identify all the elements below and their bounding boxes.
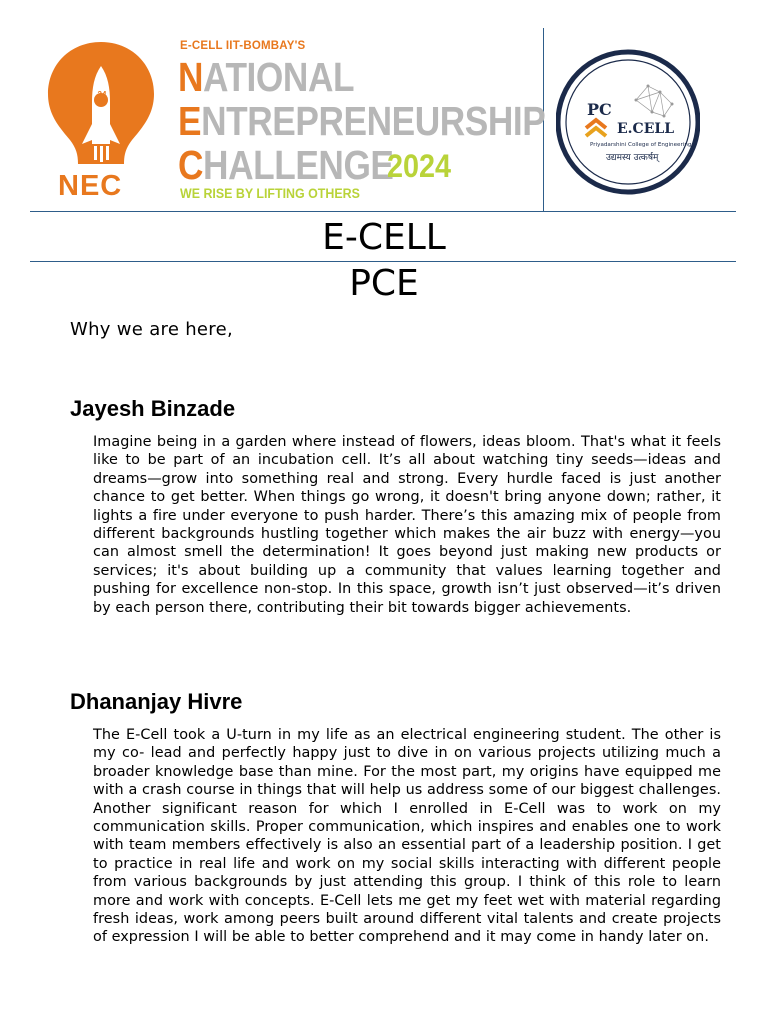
section-name-dhananjay: Dhananjay Hivre [70, 689, 243, 714]
page-title-ecell: E-CELL [322, 217, 446, 258]
pce-logo-motto: उद्यमस्य उत्कर्षम् [606, 153, 659, 163]
header-bottom-rule [30, 211, 736, 212]
nec-subtitle: E-CELL IIT-BOMBAY'S [180, 40, 306, 52]
section-paragraph-jayesh: Imagine being in a garden where instead of flowers, ideas bloom. That's what it feels like to be part of an incubation cell. It’s all about watching tiny seeds—ideas and dreams—grow into something real and strong. Every hurdle faced is just another chance to get better. When things go wrong, it doesn't bring anyone down; rather, it lights a fire under everyone to push harder. There’s this amazing mix of people from different backgrounds hustling together which makes the air buzz with energy—you can almost smell the determination! It goes beyond just making new products or services; it's about building up a community that values learning together and pushing for excellence non-stop. In this space, growth isn’t just observed—it’s driven by each person there, contributing their bit towards bigger achievements. [93, 434, 721, 616]
pce-logo-college: Priyadarshini College of Engineering [590, 142, 692, 148]
pce-logo-pc: PC [587, 100, 612, 119]
pce-logo-ecell: E.CELL [617, 121, 675, 137]
title-divider-rule [30, 261, 736, 262]
nec-logo-badge: 24 [97, 90, 107, 99]
page-title-pce: PCE [349, 263, 419, 304]
nec-title-line-entrepreneurship: ENTREPRENEURSHIP [178, 98, 546, 144]
nec-title-line-challenge: CHALLENGE [178, 142, 394, 188]
nec-year: 2024 [387, 148, 452, 184]
intro-text: Why we are here, [70, 319, 234, 340]
nec-tagline: WE RISE BY LIFTING OTHERS [180, 186, 360, 201]
nec-title-block [178, 40, 546, 205]
section-name-jayesh: Jayesh Binzade [70, 396, 236, 421]
nec-title-line-national: NATIONAL [178, 54, 355, 100]
section-paragraph-dhananjay: The E-Cell took a U-turn in my life as an electrical engineering student. The other is my co- lead and perfectly happy just to dive in on various projects utilizing much a broader knowledge base than mine. For the most part, my origins have equipped me with a crash course in things that will help us address some of our biggest challenges. Another significant reason for which I enrolled in E-Cell was to work on my communication skills. Proper communication, which inspires and enables one to work with team members effectively is also an essential part of a leadership position. I get to practice in real life and work on my social skills interacting with different people from various backgrounds by just attending this group. I think of this role to learn more and work with concepts. E-Cell lets me get my feet wet with material regarding fresh ideas, work among peers built around different vital talents and create projects of expression I will be able to better comprehend and it may come in handy later on. [93, 727, 721, 946]
nec-logo-wordmark: NEC [58, 170, 123, 202]
